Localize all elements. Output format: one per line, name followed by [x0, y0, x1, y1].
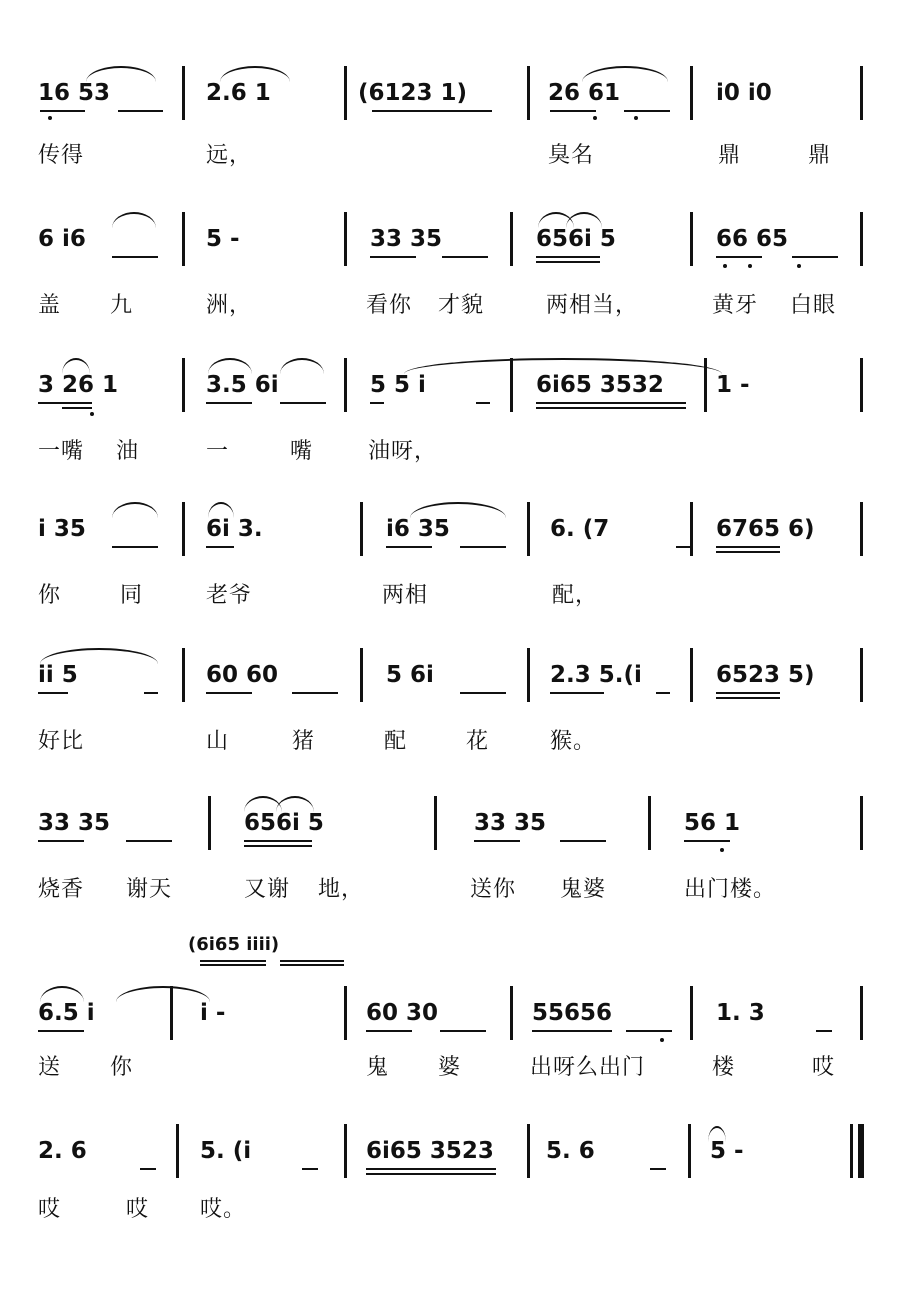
lyric: 猴。 — [550, 729, 597, 754]
lyric-line-6 — [0, 872, 900, 912]
slur — [40, 648, 158, 664]
underline — [280, 960, 344, 962]
lyric: 一 — [206, 439, 230, 464]
lyric: 烧香 — [38, 877, 85, 902]
underline — [112, 256, 158, 258]
barline — [860, 648, 863, 702]
barline — [860, 502, 863, 556]
low-octave-dot — [660, 1038, 664, 1042]
lyric: 鬼 — [366, 1055, 390, 1080]
lyric: 同 — [120, 583, 144, 608]
underline — [716, 692, 780, 694]
slur — [62, 358, 90, 374]
underline — [656, 692, 670, 694]
lyric: 山 — [206, 729, 230, 754]
slur — [86, 66, 156, 82]
barline — [860, 986, 863, 1040]
notation-line-1: 16 53 2.6 1 (6123 1) 26 61 i0 i0 — [0, 66, 900, 126]
low-octave-dot — [593, 116, 597, 120]
underline — [370, 402, 384, 404]
underline — [126, 840, 172, 842]
underline — [40, 110, 85, 112]
barline — [860, 66, 863, 120]
barline — [860, 212, 863, 266]
lyric: 两相当， — [546, 293, 639, 318]
barline — [860, 796, 863, 850]
underline — [38, 840, 84, 842]
lyric: 传得 — [38, 143, 85, 168]
underline — [684, 840, 730, 842]
lyric: 油呀， — [368, 439, 438, 464]
notation-line-2: 6 i6 5 - 33 35 656i 5 66 65 — [0, 212, 900, 272]
underline — [206, 546, 234, 548]
underline — [676, 546, 690, 548]
barline — [527, 648, 530, 702]
underline — [38, 402, 92, 404]
notation-line-3: 3 26 1 3.5 6i 5 5 i 6i65 3532 1 - — [0, 358, 900, 418]
slur — [280, 358, 324, 374]
underline — [302, 1168, 318, 1170]
underline — [550, 110, 596, 112]
lyric: 一嘴 — [38, 439, 85, 464]
underline — [366, 1173, 496, 1175]
barline — [344, 358, 347, 412]
lyric: 谢天 — [126, 877, 173, 902]
lyric: 配， — [552, 583, 599, 608]
lyric: 哎 — [126, 1197, 150, 1222]
underline — [366, 1168, 496, 1170]
notation-line-6: 33 35 656i 5 33 35 56 1 — [0, 796, 900, 856]
lyric: 盖 — [38, 293, 62, 318]
barline — [690, 986, 693, 1040]
barline — [690, 502, 693, 556]
lyric: 两相 — [382, 583, 429, 608]
lyric-line-7 — [0, 1050, 900, 1090]
lyric: 哎 — [812, 1055, 836, 1080]
underline — [144, 692, 158, 694]
barline — [690, 212, 693, 266]
underline — [244, 845, 312, 847]
lyric-line-5 — [0, 724, 900, 764]
lyric-line-4 — [0, 578, 900, 618]
lyric: 臭名 — [548, 143, 595, 168]
underline — [536, 407, 686, 409]
underline — [386, 546, 432, 548]
lyric: 哎。 — [200, 1197, 247, 1222]
barline — [360, 502, 363, 556]
slur — [220, 66, 290, 82]
barline — [344, 66, 347, 120]
barline — [182, 502, 185, 556]
underline — [536, 256, 600, 258]
lyric-line-2 — [0, 288, 900, 328]
lyric-line-3 — [0, 434, 900, 474]
lyric: 出呀么出门 — [530, 1055, 646, 1080]
lyric: 楼 — [712, 1055, 736, 1080]
barline — [510, 212, 513, 266]
lyric: 洲， — [206, 293, 253, 318]
slur — [276, 796, 314, 812]
lyric: 送 — [38, 1055, 62, 1080]
underline — [716, 551, 780, 553]
underline — [716, 546, 780, 548]
lyric: 九 — [110, 293, 134, 318]
lyric: 鬼婆 — [560, 877, 607, 902]
underline — [200, 964, 266, 966]
lyric: 嘴 — [290, 439, 314, 464]
lyric: 又谢 — [244, 877, 291, 902]
underline — [716, 697, 780, 699]
underline — [280, 402, 326, 404]
lyric: 地， — [318, 877, 365, 902]
underline — [536, 402, 686, 404]
lyric: 白眼 — [790, 293, 837, 318]
barline — [688, 1124, 691, 1178]
notation-line-4: i 35 6i 3. i6 35 6. (7 6765 6) — [0, 502, 900, 562]
lyric: 看你 — [366, 293, 413, 318]
lyric-line-1 — [0, 138, 900, 178]
underline — [366, 1030, 412, 1032]
barline — [527, 66, 530, 120]
barline — [360, 648, 363, 702]
underline — [38, 692, 68, 694]
underline — [476, 402, 490, 404]
barline — [182, 212, 185, 266]
underline — [792, 256, 838, 258]
barline — [690, 66, 693, 120]
lyric: 鼎 — [808, 143, 832, 168]
slur — [566, 212, 602, 228]
underline — [474, 840, 520, 842]
underline — [460, 692, 506, 694]
underline — [650, 1168, 666, 1170]
lyric: 你 — [38, 583, 62, 608]
lyric: 送你 — [470, 877, 517, 902]
barline — [510, 986, 513, 1040]
slur — [208, 358, 252, 374]
underline — [532, 1030, 612, 1032]
low-octave-dot — [634, 116, 638, 120]
underline — [62, 407, 92, 409]
slur — [410, 502, 506, 518]
lyric: 鼎 — [718, 143, 742, 168]
underline — [716, 256, 762, 258]
underline — [560, 840, 606, 842]
underline — [200, 960, 266, 962]
barline — [527, 1124, 530, 1178]
lyric: 黄牙 — [712, 293, 759, 318]
lyric: 猪 — [292, 729, 316, 754]
barline — [182, 358, 185, 412]
barline — [648, 796, 651, 850]
low-octave-dot — [723, 264, 727, 268]
underline — [442, 256, 488, 258]
barline — [860, 358, 863, 412]
barline — [182, 648, 185, 702]
lyric: 老爷 — [206, 583, 253, 608]
underline — [372, 110, 492, 112]
lyric: 才貌 — [438, 293, 485, 318]
lyric: 好比 — [38, 729, 85, 754]
underline — [206, 402, 252, 404]
aside-notation: (6i65 iiii) — [188, 934, 280, 955]
notation-line-8: 2. 6 5. (i 6i65 3523 5. 6 5 - — [0, 1124, 900, 1184]
underline — [460, 546, 506, 548]
underline — [38, 1030, 84, 1032]
underline — [626, 1030, 672, 1032]
barline — [434, 796, 437, 850]
low-octave-dot — [720, 848, 724, 852]
underline — [118, 110, 163, 112]
underline — [206, 692, 252, 694]
lyric: 哎 — [38, 1197, 62, 1222]
underline — [292, 692, 338, 694]
underline — [112, 546, 158, 548]
underline — [816, 1030, 832, 1032]
barline — [344, 212, 347, 266]
underline — [440, 1030, 486, 1032]
slur — [208, 502, 234, 518]
low-octave-dot — [748, 264, 752, 268]
underline — [624, 110, 670, 112]
slur — [112, 502, 158, 518]
underline — [140, 1168, 156, 1170]
barline — [208, 796, 211, 850]
lyric: 出门楼。 — [684, 877, 777, 902]
underline — [370, 256, 416, 258]
lyric: 你 — [110, 1055, 134, 1080]
lyric: 远， — [206, 143, 253, 168]
underline — [244, 840, 312, 842]
barline — [527, 502, 530, 556]
final-barline-thick — [858, 1124, 864, 1178]
slur — [116, 986, 210, 1002]
slur — [112, 212, 156, 228]
slur — [582, 66, 668, 82]
lyric: 油 — [116, 439, 140, 464]
lyric: 花 — [466, 729, 490, 754]
fermata — [708, 1126, 726, 1142]
low-octave-dot — [797, 264, 801, 268]
barline — [690, 648, 693, 702]
barline — [344, 986, 347, 1040]
low-octave-dot — [90, 412, 94, 416]
lyric: 配 — [384, 729, 408, 754]
notation-line-5: ii 5 60 60 5 6i 2.3 5.(i 6523 5) — [0, 648, 900, 708]
slur — [404, 358, 722, 374]
barline — [176, 1124, 179, 1178]
underline — [536, 261, 600, 263]
barline — [344, 1124, 347, 1178]
final-barline-thin — [850, 1124, 853, 1178]
underline — [280, 964, 344, 966]
lyric: 婆 — [438, 1055, 462, 1080]
notation-line-7: 6.5 i i - 60 30 55656 1. 3 — [0, 986, 900, 1046]
barline — [182, 66, 185, 120]
low-octave-dot — [48, 116, 52, 120]
slur — [40, 986, 84, 1002]
lyric-line-8 — [0, 1192, 900, 1232]
underline — [550, 692, 604, 694]
